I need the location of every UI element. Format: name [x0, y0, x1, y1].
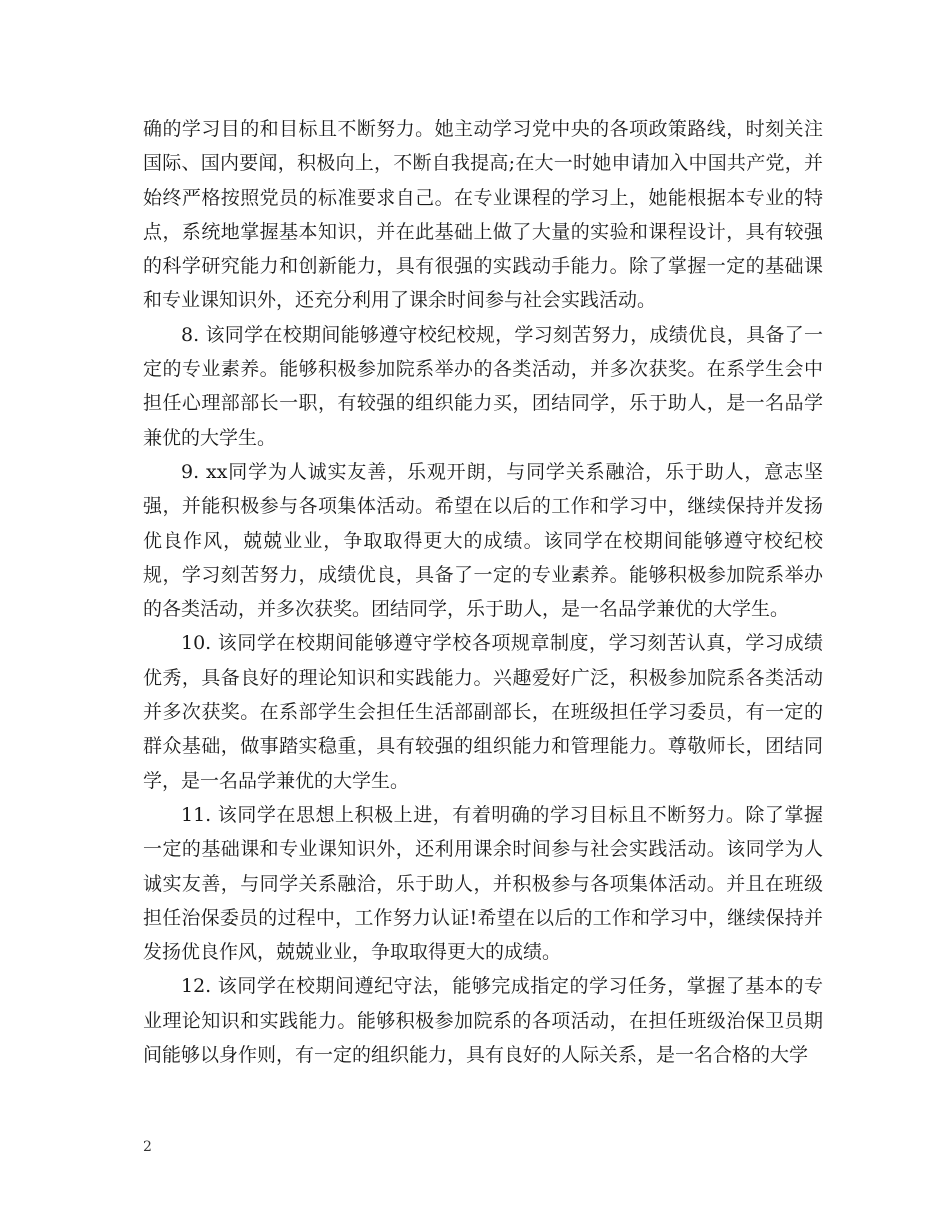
document-body [143, 112, 823, 1072]
paragraph-continuation: 确的学习目的和目标且不断努力。她主动学习党中央的各项政策路线，时刻关注国际、国内要闻，积极向上，不断自我提高;在大一时她申请加入中国共产党，并始终严格按照党员的标准要求自己。在专业课程的学习上，她能根据本专业的特点，系统地掌握基本知识，并在此基础上做了大量的实验和课程设计，具有较强的科学研究能力和创新能力，具有很强的实践动手能力。除了掌握一定的基础课和专业课知识外，还充分利用了课余时间参与社会实践活动。 [143, 118, 823, 312]
paragraph-item-10: 10. 该同学在校期间能够遵守学校各项规章制度，学习刻苦认真，学习成绩优秀，具备良好的理论知识和实践能力。兴趣爱好广泛，积极参加院系各类活动并多次获奖。在系部学生会担任生活部副部长，在班级担任学习委员，有一定的群众基础，做事踏实稳重，具有较强的组织能力和管理能力。尊敬师长，团结同学，是一名品学兼优的大学生。 [143, 632, 823, 792]
paragraph-item-9: 9. xx同学为人诚实友善，乐观开朗，与同学关系融洽，乐于助人，意志坚强，并能积极参与各项集体活动。希望在以后的工作和学习中，继续保持并发扬优良作风，兢兢业业，争取取得更大的成绩。该同学在校期间能够遵守校纪校规，学习刻苦努力，成绩优良，具备了一定的专业素养。能够积极参加院系举办的各类活动，并多次获奖。团结同学，乐于助人，是一名品学兼优的大学生。 [143, 460, 823, 621]
paragraph-item-8: 8. 该同学在校期间能够遵守校纪校规，学习刻苦努力，成绩优良，具备了一定的专业素养。能够积极参加院系举办的各类活动，并多次获奖。在系学生会中担任心理部部长一职，有较强的组织能力买，团结同学，乐于助人，是一名品学兼优的大学生。 [143, 323, 823, 449]
page-number: 2 [143, 1139, 152, 1155]
paragraph-item-11: 11. 该同学在思想上积极上进，有着明确的学习目标且不断努力。除了掌握一定的基础课和专业课知识外，还利用课余时间参与社会实践活动。该同学为人诚实友善，与同学关系融洽，乐于助人，并积极参与各项集体活动。并且在班级担任治保委员的过程中，工作努力认证!希望在以后的工作和学习中，继续保持并发扬优良作风，兢兢业业，争取取得更大的成绩。 [143, 803, 823, 964]
paragraph-item-12: 12. 该同学在校期间遵纪守法，能够完成指定的学习任务，掌握了基本的专业理论知识和实践能力。能够积极参加院系的各项活动，在担任班级治保卫员期间能够以身作则，有一定的组织能力，具有良好的人际关系，是一名合格的大学 [143, 975, 823, 1067]
